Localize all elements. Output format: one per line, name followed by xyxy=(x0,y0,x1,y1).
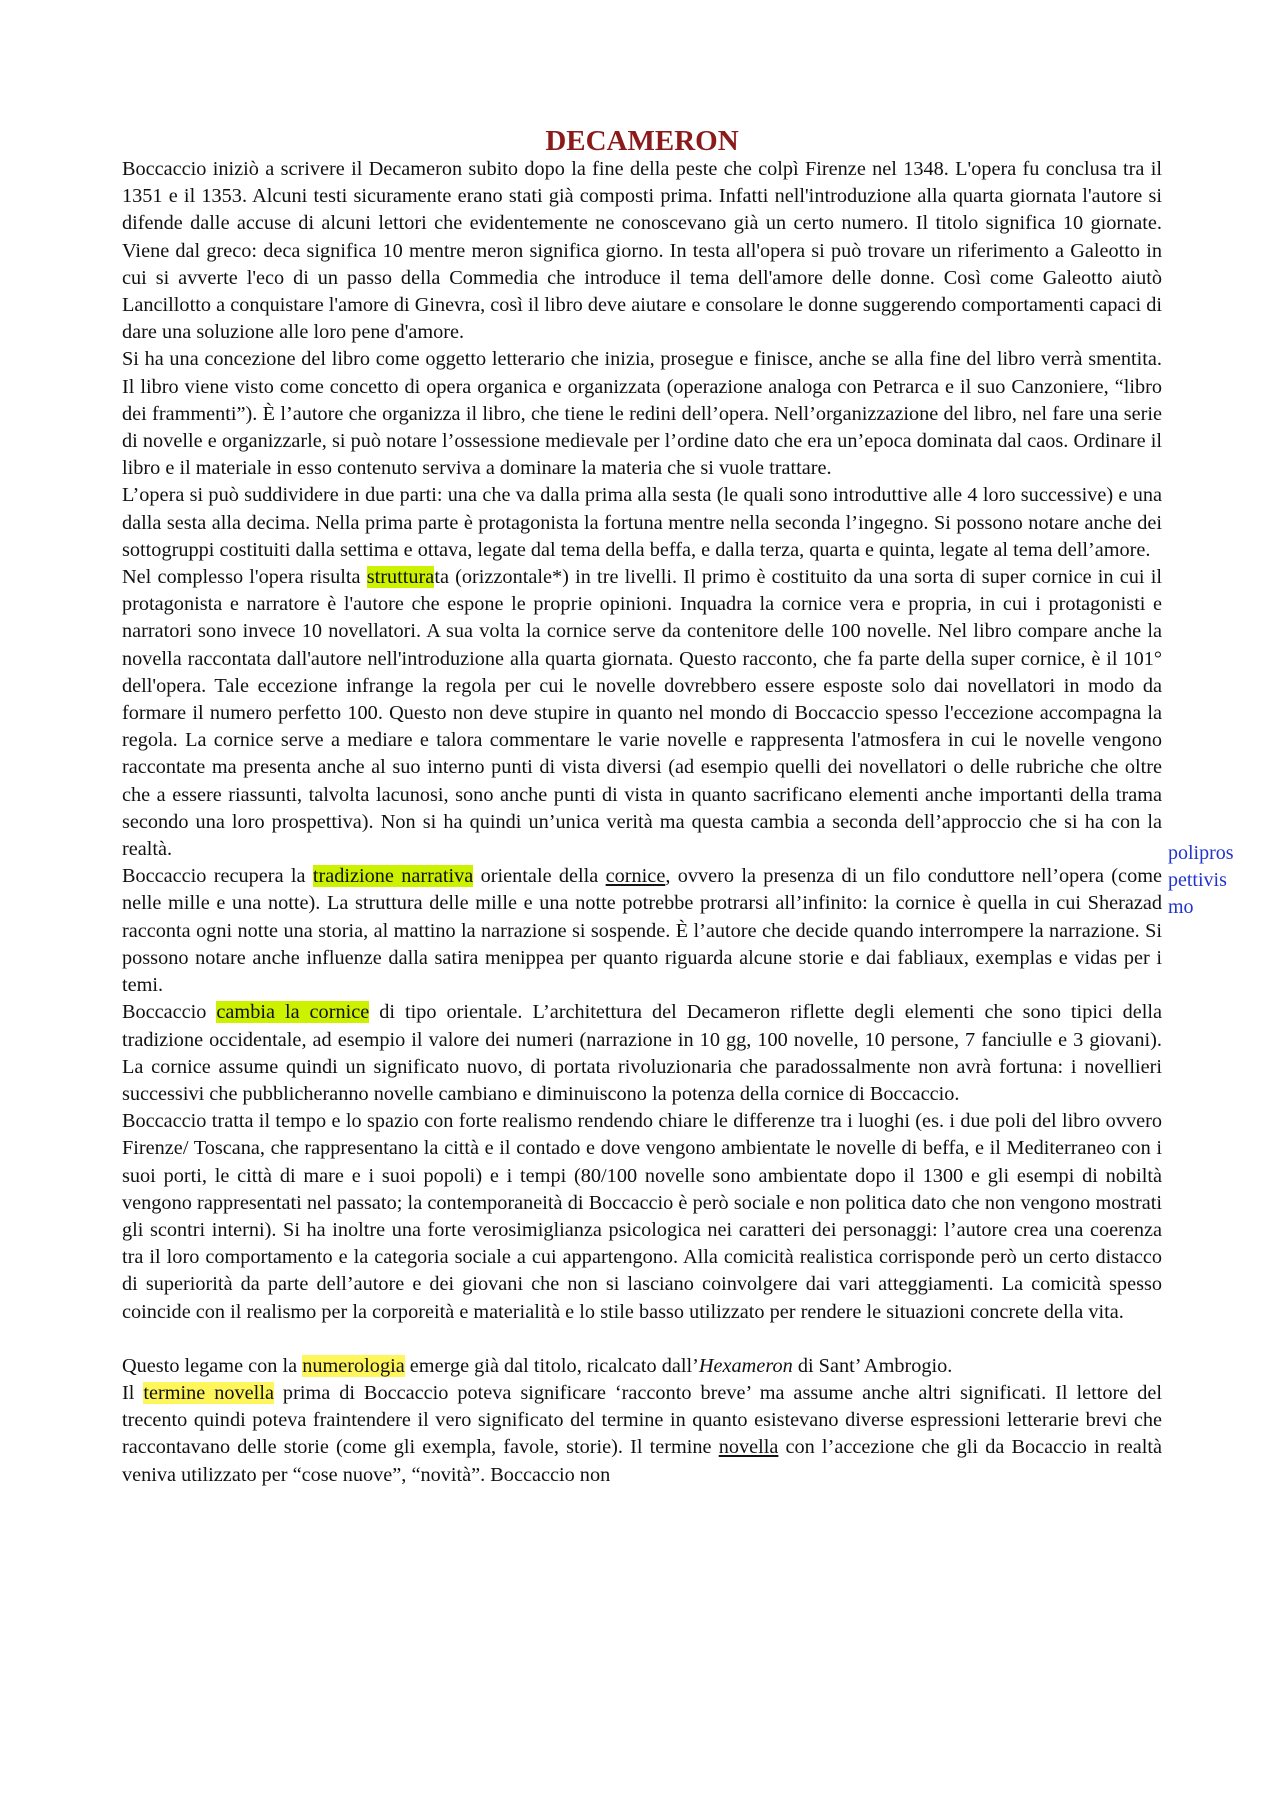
paragraph-numerology xyxy=(122,1353,1162,1380)
highlight-numerologia: numerologia xyxy=(302,1354,405,1377)
italic-hexameron: Hexameron xyxy=(698,1354,793,1377)
highlight-termine-novella: termine novella xyxy=(143,1381,274,1404)
text-run: Il xyxy=(122,1381,144,1404)
margin-annotation-line: pettivis xyxy=(1168,869,1227,891)
paragraph-oriental-tradition xyxy=(122,863,1162,999)
text-run: orientale della xyxy=(473,865,606,888)
text-run: di tipo orientale. L’architettura del Decameron riflette degli elementi che sono tipici della tradizione occidentale, ad esempio il valore dei numeri (narrazione in 10 gg, 100 novelle, 10 persone, 7 fanciulle e 3 giovani). La cornice assume quindi un significato nuovo, di portata rivoluzionaria che paradossalmente non avrà fortuna: i novellieri successivi che pubblicheranno novelle cambiano e diminuiscono la potenza della cornice di Boccaccio. xyxy=(122,1001,1162,1105)
text-run: ta (orizzontale*) in tre livelli. Il primo è costituito da una sorta di super cornice in cui il protagonista e narratore è l'autore che espone le proprie opinioni. Inquadra la cornice vera e propria, in cui i protagonisti e narratori sono invece 10 novellatori. A sua volta la cornice serve da contenitore delle 100 novelle. Nel libro compare anche la novella raccontata dall'autore nell'introduzione alla quarta giornata. Questo racconto, che fa parte della super cornice, è il 101° dell'opera. Tale eccezione infrange la regola per cui le novelle dovrebbero essere esposte solo dai novellatori in modo da formare il numero perfetto 100. Questo non deve stupire in quanto nel mondo di Boccaccio spesso l'eccezione accompagna la regola. La cornice serve a mediare e talora commentare le varie novelle e rappresenta l'atmosfera in cui le novelle vengono raccontate ma presenta anche al suo interno punti di vista diversi (ad esempio quelli dei novellatori o delle rubriche che oltre che a essere riassunti, talvolta lacunosi, sono anche punti di vista in quanto sacrificano elementi anche importanti della trama secondo una loro prospettiva). Non si ha quindi un’unica verità ma questa cambia a seconda dell’approccio che si ha con la realtà. xyxy=(122,566,1162,861)
underline-cornice: cornice xyxy=(605,865,666,888)
text-run: Nel complesso l'opera risulta xyxy=(122,566,367,589)
paragraph-term-novella xyxy=(122,1380,1162,1489)
margin-annotation-line: polipros xyxy=(1168,842,1234,864)
margin-annotation-line: mo xyxy=(1168,896,1194,918)
paragraph-structure-parts: L’opera si può suddividere in due parti: una che va dalla prima alla sesta (le quali sono introduttive alle 4 loro successive) e una dalla sesta alla decima. Nella prima parte è protagonista la fortuna mentre nella seconda l’ingegno. Si possono notare anche dei sottogruppi costituiti dalla settima e ottava, legate dal tema della beffa, e dalla terza, quarta e quinta, legate al tema dell’amore. xyxy=(122,484,1162,561)
highlight-struttura: struttura xyxy=(366,566,435,589)
highlight-tradizione-narrativa: tradizione narrativa xyxy=(312,865,474,888)
text-run: emerge già dal titolo, ricalcato dall’ xyxy=(404,1354,699,1377)
underline-novella: novella xyxy=(718,1436,779,1459)
margin-annotation xyxy=(1168,840,1258,921)
text-run: Boccaccio xyxy=(122,1001,217,1024)
paragraph-three-levels xyxy=(122,564,1162,863)
text-run: Boccaccio recupera la xyxy=(122,865,313,888)
paragraph-changes-frame xyxy=(122,999,1162,1108)
text-run: , ovvero la presenza di un filo conduttore nell’opera (come nelle mille e una notte). La struttura delle mille e una notte potrebbe protrarsi all’infinito: la cornice è quella in cui Sherazad racconta ogni notte una storia, al mattino la narrazione si sospende. È l’autore che decide quando interrompere la narrazione. Si possono notare anche influenze dalla satira menippea per quanto riguarda alcune storie e dai fabliaux, exemplas e vidas per i temi. xyxy=(122,865,1162,997)
text-run: con l’accezione che gli da Bocaccio in realtà veniva utilizzato per “cose nuove”, “novità”. Boccaccio non xyxy=(122,1436,1162,1486)
highlight-cambia-la-cornice: cambia la cornice xyxy=(216,1001,370,1024)
text-run: prima di Boccaccio poteva significare ‘racconto breve’ ma assume anche altri significati. Il lettore del trecento quindi poteva fraintendere il vero significato del termine in quanto esistevano diverse espressioni letterarie brevi che raccontavano delle storie (come gli exempla, favole, storie). Il termine xyxy=(122,1381,1162,1459)
paragraph-book-concept: Si ha una concezione del libro come oggetto letterario che inizia, prosegue e finisce, anche se alla fine del libro verrà smentita. Il libro viene visto come concetto di opera organica e organizzata (operazione analoga con Petrarca e il suo Canzoniere, “libro dei frammenti”). È l’autore che organizza il libro, che tiene le redini dell’opera. Nell’organizzazione del libro, nel fare una serie di novelle e organizzarle, si può notare l’ossessione medievale per l’ordine dato che era un’epoca dominata dal caos. Ordinare il libro e il materiale in esso contenuto serviva a dominare la materia che si vuole trattare. xyxy=(122,348,1162,480)
paragraph-intro: Boccaccio iniziò a scrivere il Decameron subito dopo la fine della peste che colpì Firenze nel 1348. L'opera fu conclusa tra il 1351 e il 1353. Alcuni testi sicuramente erano stati già composti prima. Infatti nell'introduzione alla quarta giornata l'autore si difende dalle accuse di alcuni lettori che evidentemente ne conoscevano già un certo numero. Il titolo significa 10 giornate. Viene dal greco: deca significa 10 mentre meron significa giorno. In testa all'opera si può trovare un riferimento a Galeotto in cui si avverte l'eco di un passo della Commedia che introduce il tema dell'amore delle donne. Così come Galeotto aiutò Lancillotto a conquistare l'amore di Ginevra, così il libro deve aiutare e consolare le donne suggerendo comportamenti capaci di dare una soluzione alle loro pene d'amore. xyxy=(122,158,1162,344)
text-run: di Sant’ Ambrogio. xyxy=(792,1354,953,1377)
text-run: Questo legame con la xyxy=(122,1354,303,1377)
document-body xyxy=(122,156,1162,1489)
document-title: DECAMERON xyxy=(545,125,739,157)
paragraph-realism: Boccaccio tratta il tempo e lo spazio con forte realismo rendendo chiare le differenze tra i luoghi (es. i due poli del libro ovvero Firenze/ Toscana, che rappresentano la città e il contado e dove vengono ambientate le novelle di beffa, e il Mediterraneo con i suoi porti, le città di mare e i suoi popoli) e i tempi (80/100 novelle sono ambientate dopo il 1300 e gli esempi di nobiltà vengono rappresentati nel passato; la contemporaneità di Boccaccio è però sociale e non politica dato che non vengono mostrati gli scontri interni). Si ha inoltre una forte verosimiglianza psicologica nei caratteri dei personaggi: l’autore crea una coerenza tra il loro comportamento e la categoria sociale a cui appartengono. Alla comicità realistica corrisponde però un certo distacco di superiorità da parte dell’autore e dei giovani che non si lasciano coinvolgere dai vari atteggiamenti. La comicità spesso coincide con il realismo per la corporeità e materialità e lo stile basso utilizzato per rendere le situazioni concrete della vita. xyxy=(122,1110,1162,1323)
paragraph-gap xyxy=(122,1326,1162,1353)
